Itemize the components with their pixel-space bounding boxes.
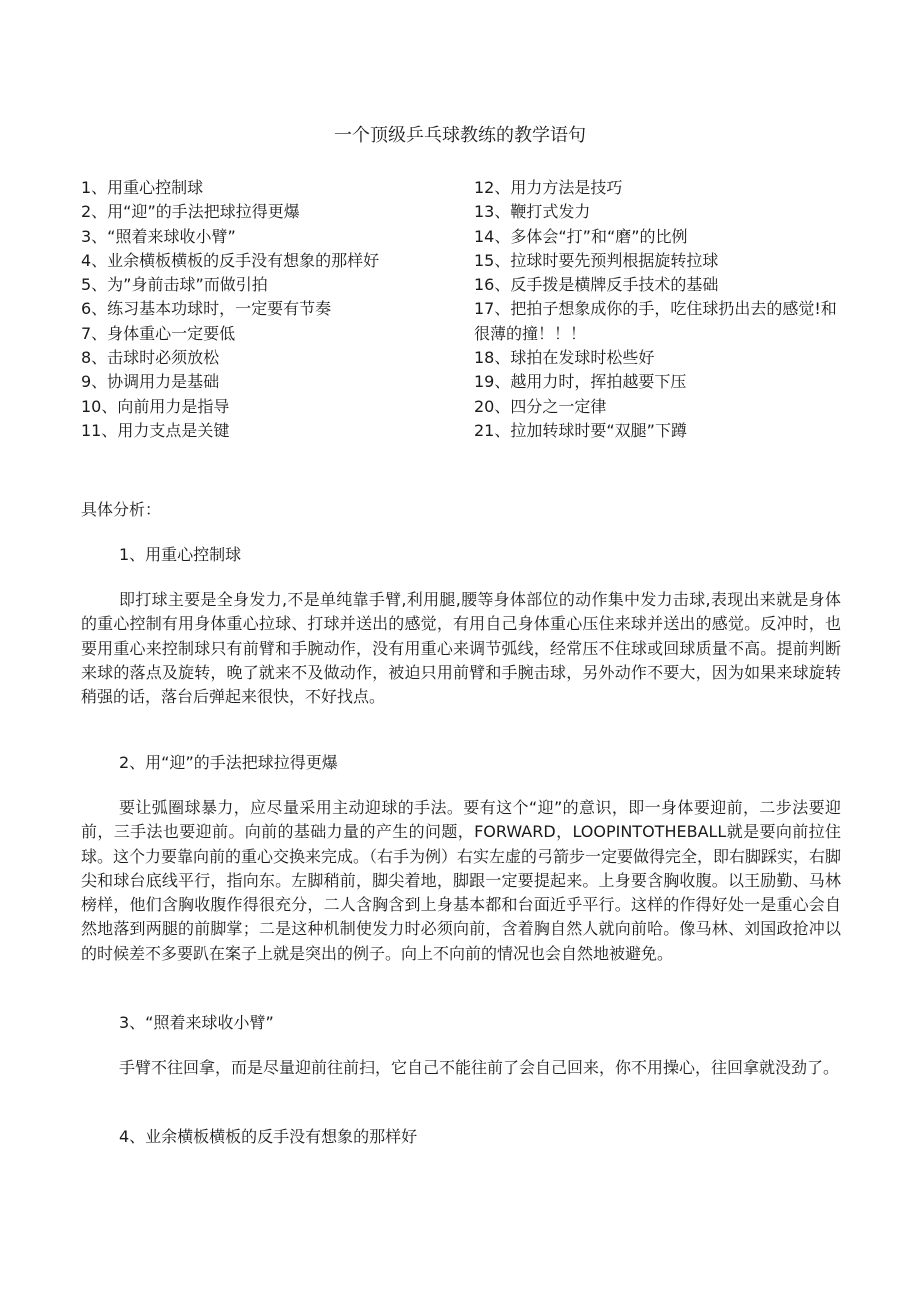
toc-item: 7、身体重心一定要低 (81, 323, 236, 343)
section-body (81, 588, 841, 709)
toc-item: 11、用力支点是关键 (81, 420, 230, 440)
section-heading: 1、用重心控制球 (119, 545, 242, 564)
toc-right-column (474, 176, 844, 443)
toc-item: 5、为”身前击球”而做引拍 (81, 275, 268, 295)
toc-item: 21、拉加转球时要“双腿”下蹲 (474, 420, 687, 440)
toc-item: 4、业余横板横板的反手没有想象的那样好 (81, 250, 380, 270)
toc-item: 20、四分之一定律 (474, 396, 607, 416)
toc-item: 16、反手拨是横牌反手技术的基础 (474, 275, 719, 295)
section-body (81, 796, 841, 966)
section-heading: 3、“照着来球收小臂” (119, 1013, 274, 1032)
paragraph: 即打球主要是全身发力,不是单纯靠手臂,利用腿,腰等身体部位的动作集中发力击球,表现出来就是身体的重心控制有用身体重心拉球、打球并送出的感觉，有用自己身体重心压住来球并送出的感觉。反冲时，也要用重心来控制球只有前臂和手腕动作，没有用重心来调节弧线，经常压不住球或回球质量不高。提前判断来球的落点及旋转，晚了就来不及做动作，被迫只用前臂和手腕击球，另外动作不要大，因为如果来球旋转稍强的话，落台后弹起来很快，不好找点。 (81, 590, 841, 707)
toc-item: 13、鞭打式发力 (474, 202, 591, 222)
analysis-intro: 具体分析： (81, 500, 162, 519)
paragraph: 要让弧圈球暴力，应尽量采用主动迎球的手法。要有这个“迎”的意识，即一身体要迎前，二步法要迎前，三手法也要迎前。向前的基础力量的产生的问题，FORWARD，LOOPINTOTHEBALL就是要向前拉住球。这个力要靠向前的重心交换来完成。（右手为例）右实左虚的弓箭步一定要做得完全，即右脚踩实，右脚尖和球台底线平行，指向东。左脚稍前，脚尖着地，脚跟一定要提起来。上身要含胸收腹。以王励勤、马林榜样，他们含胸收腹作得很充分，二人含胸含到上身基本都和台面近乎平行。这样的作得好处一是重心会自然地落到两腿的前脚掌；二是这种机制使发力时必须向前，含着胸自然人就向前哈。像马林、刘国政抢冲以的时候差不多要趴在案子上就是突出的例子。向上不向前的情况也会自然地被避免。 (81, 798, 842, 963)
toc-item: 15、拉球时要先预判根据旋转拉球 (474, 250, 719, 270)
document-title: 一个顶级乒乓球教练的教学语句 (334, 125, 586, 146)
toc-item: 17、把拍子想象成你的手，吃住球扔出去的感觉!和很薄的撞！！！ (474, 299, 837, 343)
paragraph: 手臂不往回拿，而是尽量迎前往前扫，它自己不能往前了会自己回来，你不用操心，往回拿就没劲了。 (119, 1058, 840, 1077)
toc-item: 3、“照着来球收小臂” (81, 226, 236, 246)
toc-item: 18、球拍在发球时松些好 (474, 348, 655, 368)
toc-item: 14、多体会“打”和“磨”的比例 (474, 226, 688, 246)
toc-item: 12、用力方法是技巧 (474, 178, 623, 197)
toc-left-column (81, 176, 461, 443)
section-body (81, 1056, 841, 1080)
toc-item: 8、击球时必须放松 (81, 348, 220, 368)
toc-item: 9、协调用力是基础 (81, 372, 220, 392)
toc-item: 10、向前用力是指导 (81, 396, 230, 416)
toc-item: 2、用“迎”的手法把球拉得更爆 (81, 202, 300, 222)
section-heading: 4、业余横板横板的反手没有想象的那样好 (119, 1127, 418, 1146)
section-heading: 2、用“迎”的手法把球拉得更爆 (119, 753, 338, 772)
toc-item: 6、练习基本功球时，一定要有节奏 (81, 299, 332, 319)
toc-item: 19、越用力时，挥拍越要下压 (474, 372, 687, 392)
toc-item: 1、用重心控制球 (81, 178, 204, 197)
